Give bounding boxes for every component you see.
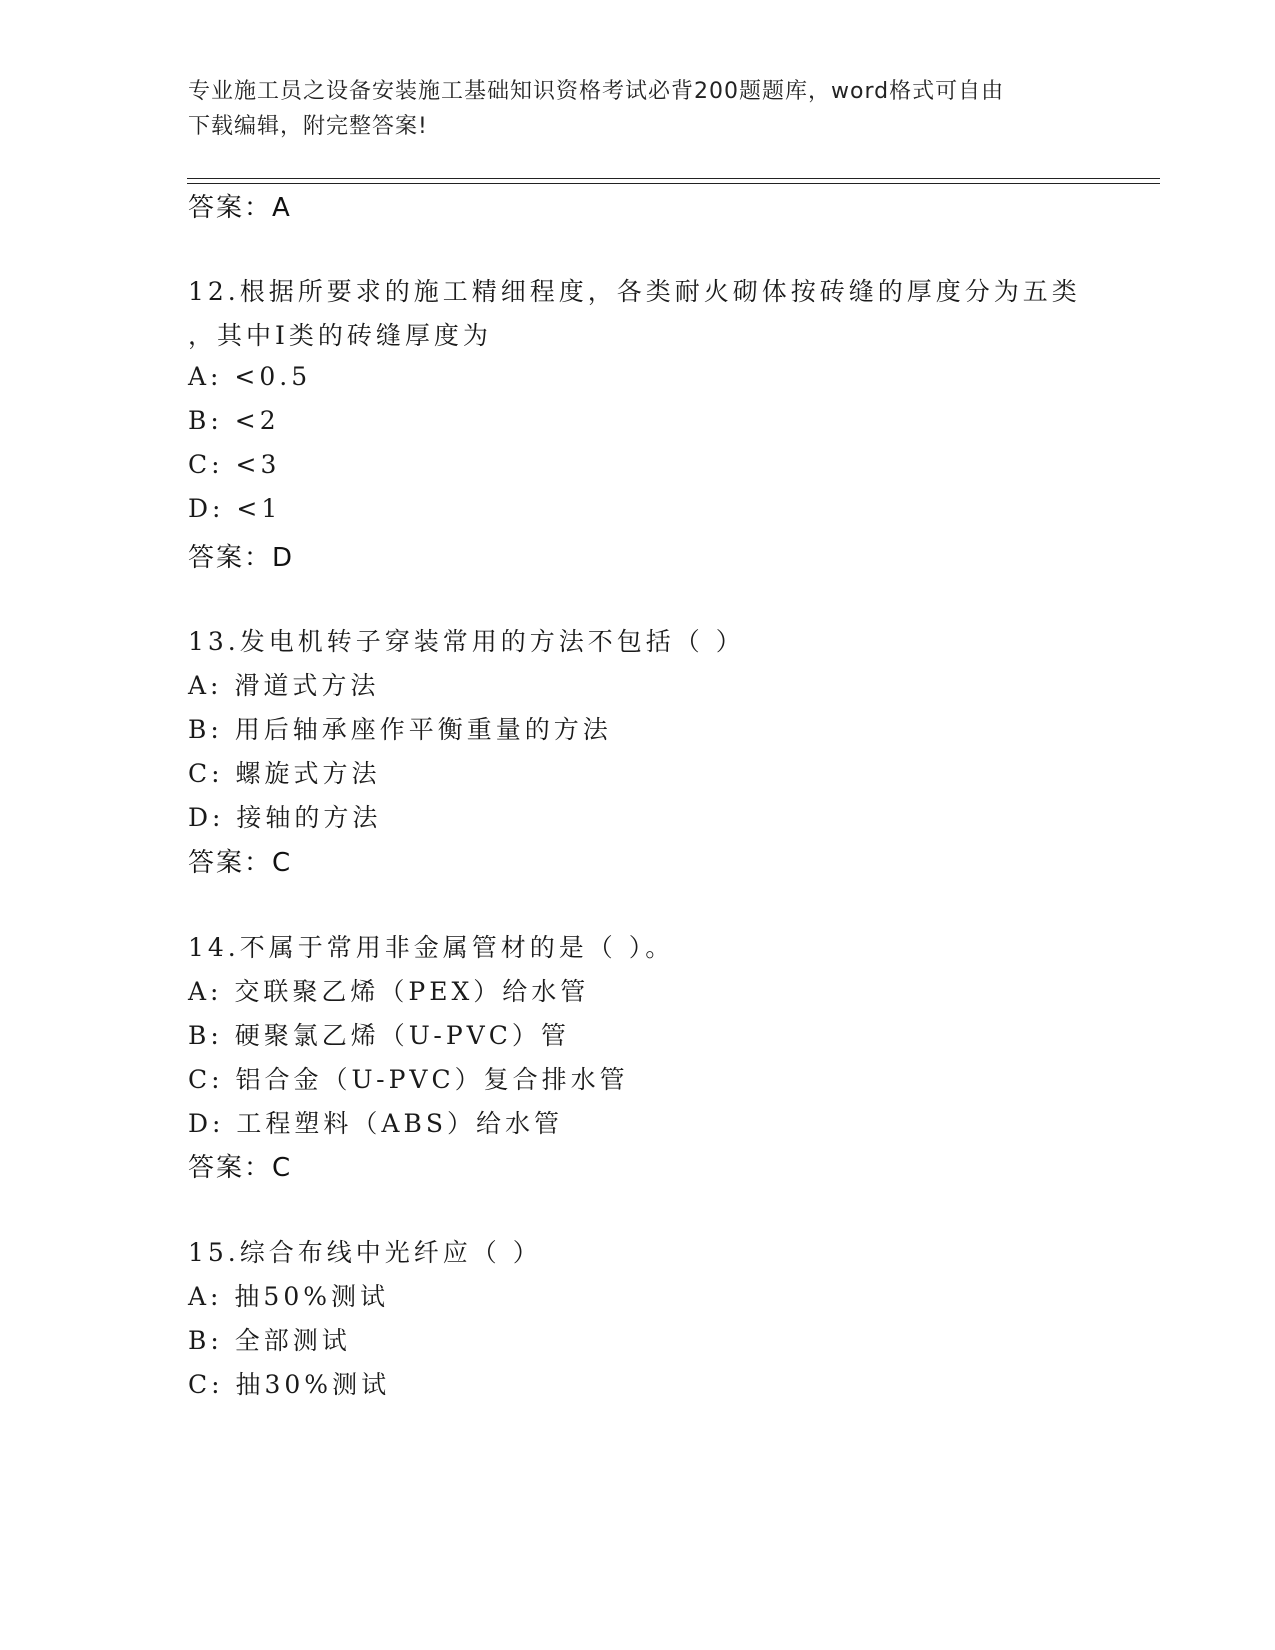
q13-option-b: B: 用后轴承座作平衡重量的方法	[188, 715, 612, 744]
q14-option-b: B: 硬聚氯乙烯（U-PVC）管	[188, 1021, 570, 1050]
q13-option-d: D: 接轴的方法	[188, 803, 382, 832]
q12-stem-line-1: 12.根据所要求的施工精细程度，各类耐火砌体按砖缝的厚度分为五类	[188, 277, 1081, 306]
q12-option-c: C: <3	[188, 450, 281, 479]
q12-option-d: D: <1	[188, 494, 282, 523]
q13-stem: 13.发电机转子穿装常用的方法不包括（ ）	[188, 627, 745, 656]
q13-answer: 答案：C	[188, 848, 293, 878]
q14-option-a: A: 交联聚乙烯（PEX）给水管	[188, 977, 590, 1006]
document-header	[188, 74, 1088, 144]
header-line-2: 下载编辑，附完整答案!	[188, 114, 428, 139]
q13-option-a: A: 滑道式方法	[188, 671, 380, 700]
q12-option-b: B: <2	[188, 406, 280, 435]
q14-option-c: C: 铝合金（U-PVC）复合排水管	[188, 1065, 629, 1094]
q12-stem-line-2: ，其中Ⅰ类的砖缝厚度为	[188, 321, 492, 350]
header-line-1: 专业施工员之设备安装施工基础知识资格考试必背200题题库，word格式可自由	[188, 79, 1005, 104]
q13-option-c: C: 螺旋式方法	[188, 759, 381, 788]
q15-option-a: A: 抽50%测试	[188, 1282, 389, 1311]
header-divider-top	[187, 178, 1160, 179]
q15-stem: 15.综合布线中光纤应（ ）	[188, 1238, 542, 1267]
q15-option-b: B: 全部测试	[188, 1326, 351, 1355]
q11-answer: 答案：A	[188, 193, 292, 223]
q12-option-a: A: <0.5	[188, 362, 312, 391]
q14-answer: 答案：C	[188, 1153, 293, 1183]
q12-answer: 答案：D	[188, 543, 295, 573]
header-divider-bottom	[187, 183, 1160, 184]
q15-option-c: C: 抽30%测试	[188, 1370, 391, 1399]
q14-stem: 14.不属于常用非金属管材的是（ ）。	[188, 933, 675, 962]
q14-option-d: D: 工程塑料（ABS）给水管	[188, 1109, 563, 1138]
